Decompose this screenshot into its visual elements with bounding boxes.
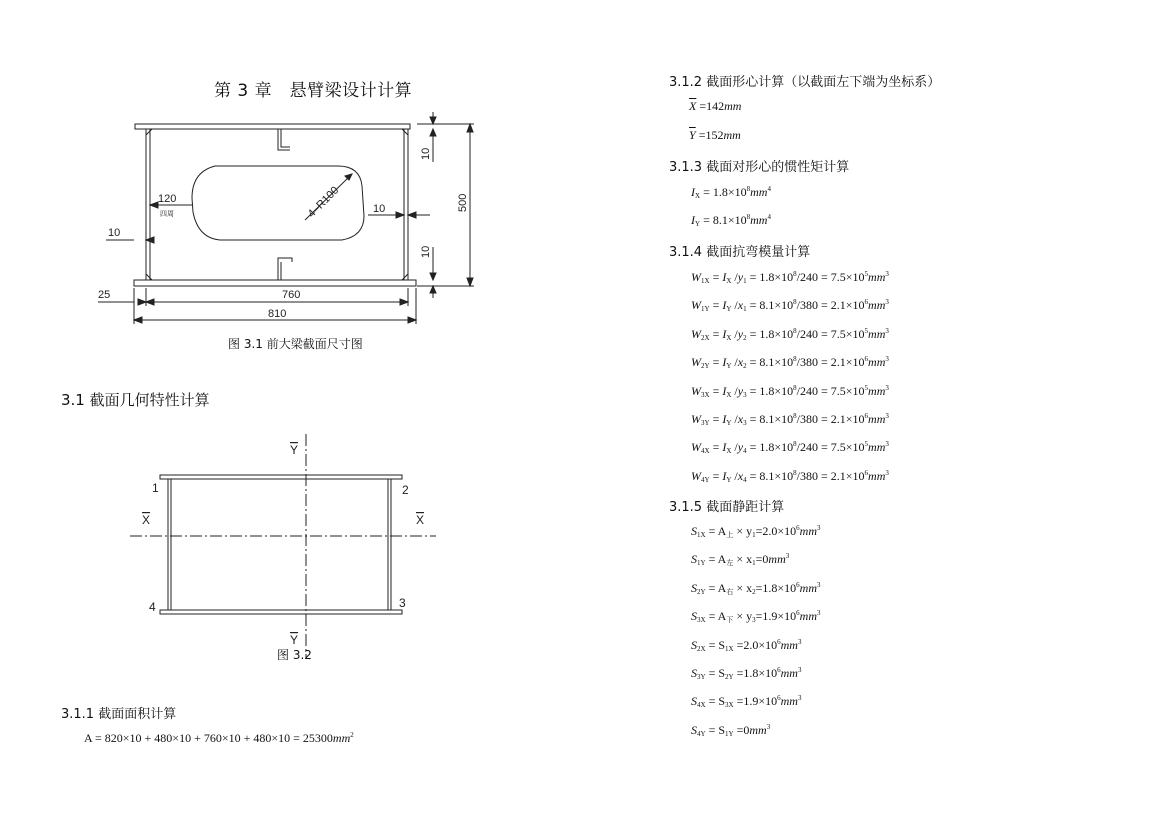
section-modulus-formula: $W_{1X} = I_X$ $/y_1 = 1.8\times 10^8/240 = 7.5\times 10^5mm^3$ (691, 270, 889, 285)
section-3-1-1-heading: 3.1.1 截面面积计算 (61, 707, 177, 722)
section-bottom-plate (160, 610, 402, 614)
static-moment-formula: $S_{2Y} = A_右 \times x_2=1.8\times 10^6mm^3$ (691, 580, 821, 596)
figure-3-1-caption: 图 3.1 前大梁截面尺寸图 (228, 337, 363, 351)
dim-cutout-120: 120 (158, 193, 177, 205)
static-moment-formula: $S_{3Y} = S_{2Y} =1.8\times 10^6mm^3$ (691, 666, 802, 681)
section-modulus-formula: $W_{2X} = I_X$ $/y_2 = 1.8\times 10^8/240 = 7.5\times 10^5mm^3$ (691, 326, 889, 342)
x-axis-label-left: X (142, 513, 151, 527)
dim-radius: 4–R100 (305, 184, 342, 221)
dim-left-10: 10 (108, 227, 121, 239)
static-moment-formula: $S_{1Y} = A_左 \times x_1=0mm^3$ (691, 552, 790, 568)
section-3-1-4-heading: 3.1.4 截面抗弯模量计算 (669, 245, 811, 260)
section-modulus-formula: $W_{3Y} = I_Y$ $/x_3 = 8.1\times 10^8/380 = 2.1\times 10^6mm^3$ (691, 412, 889, 427)
static-moment-formula: $S_{4Y} = S_{1Y} =0mm^3$ (691, 722, 771, 738)
section-3-1-heading: 3.1 截面几何特性计算 (61, 391, 210, 409)
dim-right-10: 10 (373, 203, 386, 215)
section-3-1-3-heading: 3.1.3 截面对形心的惯性矩计算 (669, 160, 850, 175)
oval-cutout (192, 166, 364, 240)
dim-810: 810 (268, 308, 287, 320)
section-modulus-formula: $W_{2Y} = I_Y$ $/x_2 = 8.1\times 10^8/380 = 2.1\times 10^6mm^3$ (691, 355, 889, 371)
section-3-1-2-heading: 3.1.2 截面形心计算（以截面左下端为坐标系） (669, 75, 941, 90)
static-moment-formula: $S_{3X} = A_下 \times y_3=1.9\times 10^6mm^3$ (691, 609, 821, 625)
dim-top-10: 10 (420, 147, 432, 160)
section-modulus-formula: $W_{4X} = I_X$ $/y_4 = 1.8\times 10^8/240 = 7.5\times 10^5mm^3$ (691, 440, 889, 456)
section-modulus-formula: $W_{4Y} = I_Y$ $/x_4 = 8.1\times 10^8/380 = 2.1\times 10^6mm^3$ (691, 468, 889, 484)
section-top-plate (160, 475, 402, 479)
dim-lip-25: 25 (98, 289, 111, 301)
corner-2-label: 2 (402, 483, 409, 497)
dim-height-500: 500 (457, 193, 469, 212)
corner-4-label: 4 (149, 600, 156, 614)
section-modulus-formula: $W_{1Y} = I_Y$ $/x_1 = 8.1\times 10^8/380 = 2.1\times 10^6mm^3$ (691, 298, 889, 314)
inertia-x-formula: $I_X = 1.8\times 10^8mm^4$ (691, 185, 771, 200)
corner-3-label: 3 (399, 596, 406, 610)
top-stiffener (278, 129, 290, 150)
figure-3-2-drawing (120, 430, 450, 662)
top-flange-plate (135, 124, 410, 129)
figure-3-1-drawing (90, 112, 490, 328)
chapter-title: 第 3 章 悬臂梁设计计算 (214, 81, 413, 101)
area-formula: $A = 820\times 10 + 480\times 10 + 760\times 10 + 480\times 10 = 25300mm^2$ (84, 731, 354, 745)
y-axis-label-top: Y (290, 443, 299, 457)
bottom-flange-plate (134, 280, 416, 286)
static-moment-formula: $S_{4X} = S_{3X} =1.9\times 10^6mm^3$ (691, 694, 802, 710)
dim-bottom-10: 10 (420, 245, 432, 258)
y-axis-label-bottom: Y (290, 633, 299, 647)
section-modulus-formula: $W_{3X} = I_X$ $/y_3 = 1.8\times 10^8/240 = 7.5\times 10^5mm^3$ (691, 383, 889, 399)
centroid-y-formula: $\overline{Y} =152mm$ (689, 128, 741, 142)
corner-1-label: 1 (152, 481, 159, 495)
dim-cutout-note: 四周 (160, 211, 174, 218)
centroid-x-formula: $\overline{X} =142mm$ (689, 99, 742, 113)
x-axis-label-right: X (416, 513, 425, 527)
inertia-y-formula: $I_Y = 8.1\times 10^8mm^4$ (691, 213, 771, 228)
section-3-1-5-heading: 3.1.5 截面静距计算 (669, 500, 785, 515)
static-moment-formula: $S_{1X} = A_上 \times y_1=2.0\times 10^6mm^3$ (691, 524, 821, 539)
dim-760: 760 (282, 289, 301, 301)
figure-3-2-caption: 图 3.2 (277, 648, 312, 662)
static-moment-formula: $S_{2X} = S_{1X} =2.0\times 10^6mm^3$ (691, 637, 802, 653)
bottom-stiffener (278, 258, 292, 280)
